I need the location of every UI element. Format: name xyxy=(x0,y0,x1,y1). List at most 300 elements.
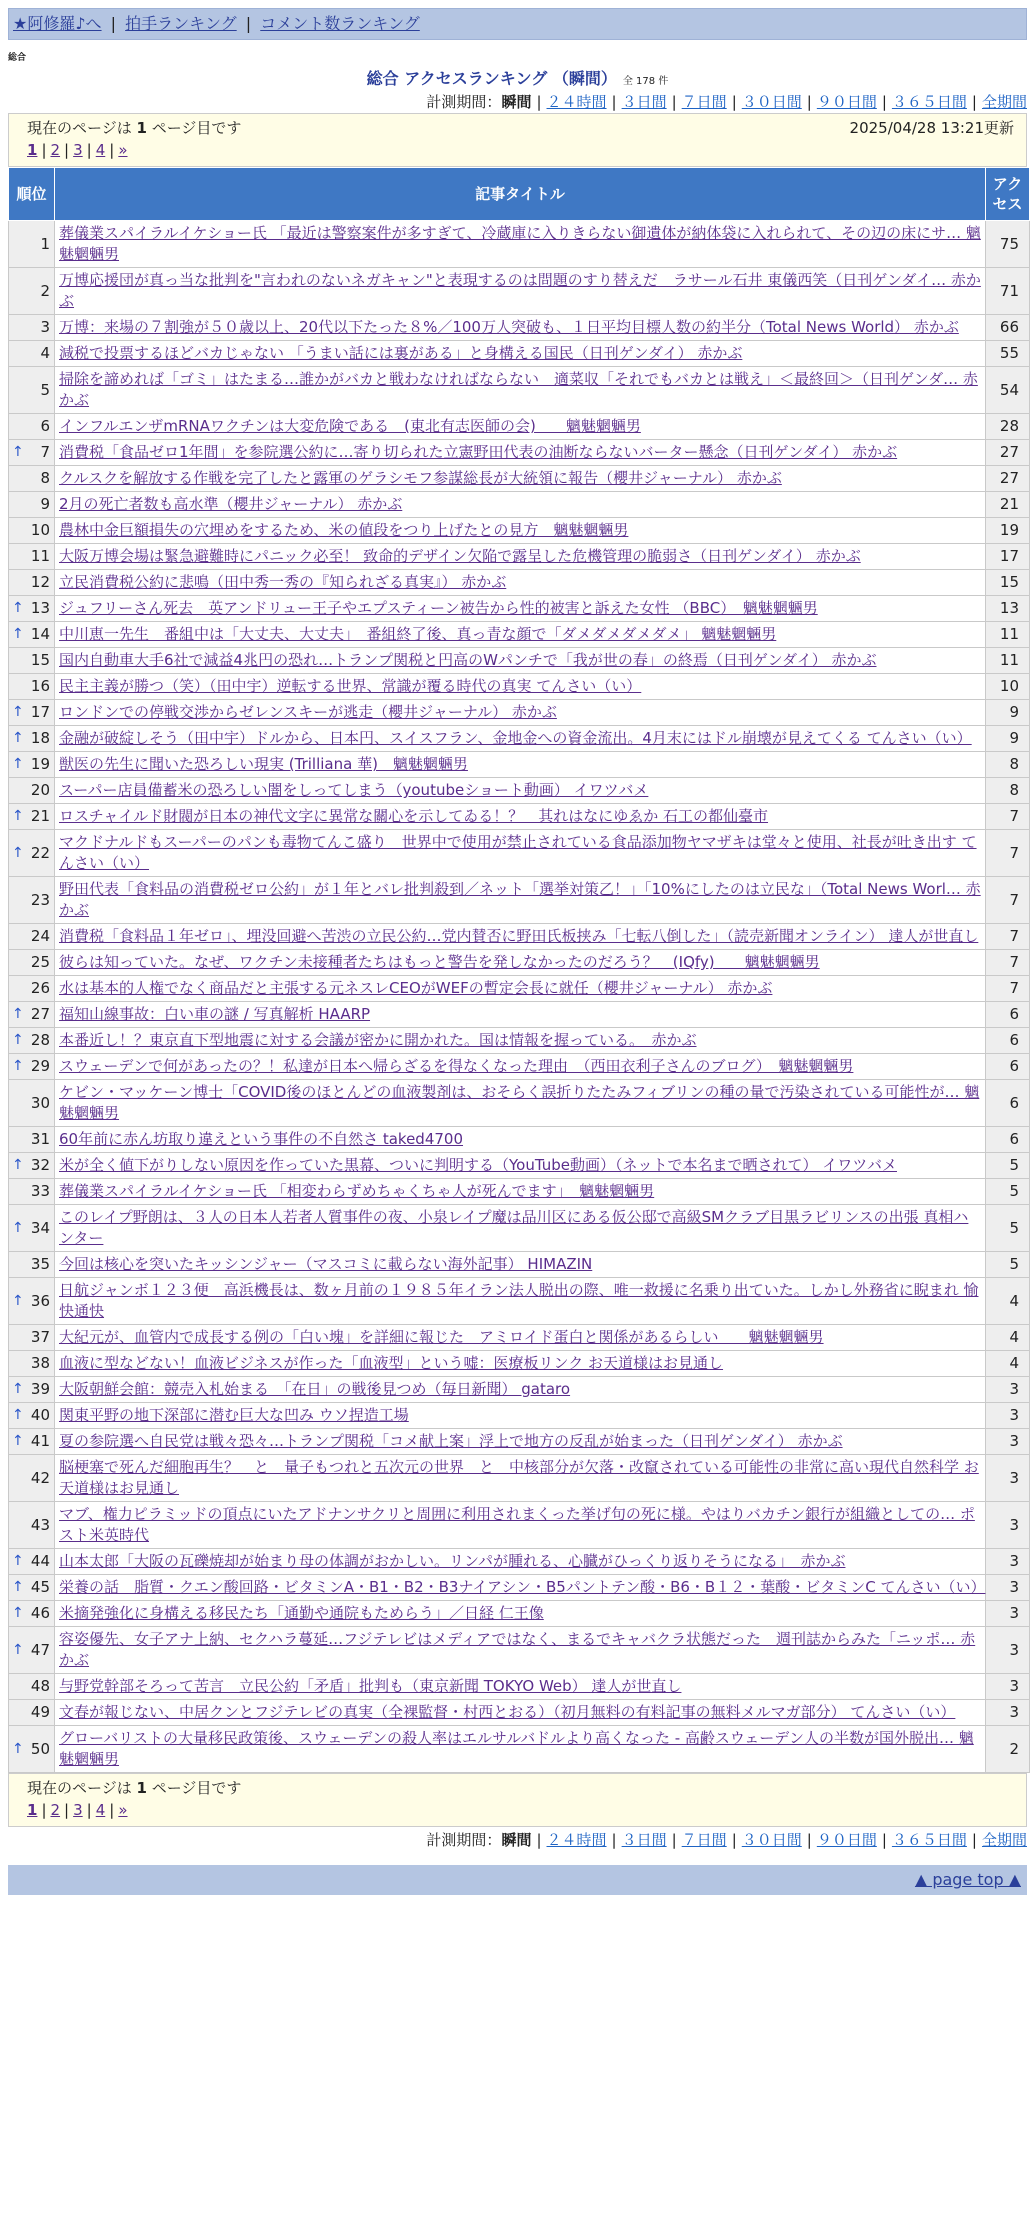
table-row xyxy=(9,1028,1030,1054)
period-link[interactable]: ３０日間 xyxy=(741,1831,802,1849)
article-link[interactable]: 国内自動車大手6社で減益4兆円の恐れ…トランプ関税と円高のWパンチで「我が世の春」の終焉（日刊ゲンダイ） 赤かぶ xyxy=(59,651,877,669)
access-count: 3 xyxy=(986,1575,1030,1601)
article-link[interactable]: 容姿優先、女子アナ上納、セクハラ蔓延…フジテレビはメディアではなく、まるでキャバクラ状態だった 週刊誌からみた「ニッポ… 赤かぶ xyxy=(59,1630,976,1669)
rank-cell xyxy=(9,596,55,622)
top-nav xyxy=(8,8,1027,40)
article-link[interactable]: 野田代表「食料品の消費税ゼロ公約」が１年とバレ批判殺到／ネット「選挙対策乙！」「10%にしたのは立民な」（Total News Worl… 赤かぶ xyxy=(59,880,981,919)
article-link[interactable]: ロンドンでの停戦交渉からゼレンスキーが逃走（櫻井ジャーナル） 赤かぶ xyxy=(59,703,557,721)
rank-cell xyxy=(9,1179,55,1205)
rank-up-icon: ↑ xyxy=(12,1219,24,1236)
rank-cell xyxy=(9,1028,55,1054)
rank-number: 23 xyxy=(30,890,50,909)
rank-number: 10 xyxy=(30,521,50,539)
rank-cell xyxy=(9,1726,55,1773)
article-link[interactable]: 米が全く値下がりしない原因を作っていた黒幕、ついに判明する（YouTube動画）（ネットで本名まで晒されて） イワツバメ xyxy=(59,1156,897,1174)
period-separator: | xyxy=(671,93,677,111)
article-link[interactable]: グローバリストの大量移民政策後、スウェーデンの殺人率はエルサルバドルより高くなった - 高齢スウェーデン人の半数が国外脱出… 魑魅魍魎男 xyxy=(59,1729,974,1768)
title-cell xyxy=(55,221,986,268)
article-link[interactable]: 文春が報じない、中居クンとフジテレビの真実（全裸監督・村西とおる）（初月無料の有料記事の無料メルマガ部分） てんさい（い） xyxy=(59,1703,956,1721)
rank-cell xyxy=(9,315,55,341)
access-count: 7 xyxy=(986,804,1030,830)
period-link[interactable]: ７日間 xyxy=(681,1831,727,1849)
period-separator: | xyxy=(806,1831,812,1849)
title-cell xyxy=(55,544,986,570)
title-header: 記事タイトル xyxy=(55,168,986,221)
rank-up-icon: ↑ xyxy=(12,756,24,772)
article-link[interactable]: 関東平野の地下深部に潜む巨大な凹み ウソ捏造工場 xyxy=(59,1406,409,1424)
rank-cell xyxy=(9,1674,55,1700)
rank-number: 33 xyxy=(30,1182,50,1200)
article-link[interactable]: 水は基本的人権でなく商品だと主張する元ネスレCEOがWEFの暫定会長に就任（櫻井ジャーナル） 赤かぶ xyxy=(59,979,773,997)
comment-ranking-link[interactable]: コメント数ランキング xyxy=(260,14,420,33)
rank-cell xyxy=(9,1153,55,1179)
period-link[interactable]: ２４時間 xyxy=(546,1831,607,1849)
period-separator: | xyxy=(881,1831,887,1849)
access-count: 4 xyxy=(986,1325,1030,1351)
period-separator: | xyxy=(731,1831,737,1849)
pager-current xyxy=(27,141,37,159)
pager-link[interactable]: » xyxy=(118,1801,128,1819)
rank-number: 19 xyxy=(30,755,50,773)
table-row xyxy=(9,1502,1030,1549)
rank-number: 1 xyxy=(40,234,50,253)
access-count: 7 xyxy=(986,924,1030,950)
access-count: 3 xyxy=(986,1377,1030,1403)
article-link[interactable]: 万博応援団が真っ当な批判を"言われのないネガキャン"と表現するのは問題のすり替えだ ラサール石井 東儀西笑（日刊ゲンダイ… 赤かぶ xyxy=(59,271,981,310)
title-cell xyxy=(55,1601,986,1627)
article-link[interactable]: 獣医の先生に聞いた恐ろしい現実 (Trilliana 華) 魑魅魍魎男 xyxy=(59,755,468,773)
table-row xyxy=(9,1179,1030,1205)
table-row xyxy=(9,950,1030,976)
period-link[interactable]: ３６５日間 xyxy=(891,1831,967,1849)
title-cell xyxy=(55,648,986,674)
table-row xyxy=(9,268,1030,315)
rank-number: 38 xyxy=(30,1354,50,1372)
article-link[interactable]: 減税で投票するほどバカじゃない 「うまい話には裏がある」と身構える国民（日刊ゲンダイ） 赤かぶ xyxy=(59,344,743,362)
access-count: 71 xyxy=(986,268,1030,315)
access-count: 11 xyxy=(986,648,1030,674)
title-cell xyxy=(55,1549,986,1575)
rank-cell xyxy=(9,1601,55,1627)
rank-up-icon: ↑ xyxy=(12,1032,24,1048)
table-row xyxy=(9,877,1030,924)
article-link[interactable]: 中川恵一先生 番組中は「大丈夫、大丈夫」 番組終了後、真っ青な顔で「ダメダメダメダメ」 魑魅魍魎男 xyxy=(59,625,777,643)
rank-number: 42 xyxy=(30,1468,50,1487)
rank-up-icon: ↑ xyxy=(12,704,24,720)
title-cell xyxy=(55,341,986,367)
table-row xyxy=(9,674,1030,700)
rank-number: 14 xyxy=(30,625,50,643)
rank-up-icon: ↑ xyxy=(12,844,24,861)
pager-separator: | xyxy=(109,1801,115,1819)
title-cell xyxy=(55,1455,986,1502)
nav-separator: | xyxy=(245,14,252,33)
access-count: 6 xyxy=(986,1054,1030,1080)
pager xyxy=(27,139,1014,161)
rank-number: 44 xyxy=(30,1552,50,1570)
table-row xyxy=(9,1252,1030,1278)
access-count: 3 xyxy=(986,1674,1030,1700)
article-link[interactable]: 葬儀業スパイラルイケショー氏 「最近は警察案件が多すぎて、冷蔵庫に入りきらない御遺体が納体袋に入れられて、その辺の床にサ… 魑魅魍魎男 xyxy=(59,224,981,263)
article-link[interactable]: 大紀元が、血管内で成長する例の「白い塊」を詳細に報じた アミロイド蛋白と関係があるらしい 魑魅魍魎男 xyxy=(59,1328,824,1346)
article-link[interactable]: 日航ジャンボ１２３便 高浜機長は、数ヶ月前の１９８５年イラン法人脱出の際、唯一救援に名乗り出ていた。しかし外務省に睨まれ 愉快通快 xyxy=(59,1281,979,1320)
rank-number: 32 xyxy=(30,1156,50,1174)
pager-link[interactable]: » xyxy=(118,141,128,159)
pager-link[interactable]: 3 xyxy=(73,1801,83,1819)
article-link[interactable]: 本番近し！？東京直下型地震に対する会議が密かに開かれた。国は情報を握っている。 赤かぶ xyxy=(59,1031,697,1049)
rank-cell xyxy=(9,924,55,950)
table-row xyxy=(9,414,1030,440)
access-count: 3 xyxy=(986,1502,1030,1549)
access-count: 3 xyxy=(986,1455,1030,1502)
title-cell xyxy=(55,976,986,1002)
section-tag: 総合 xyxy=(8,53,27,63)
access-count: 6 xyxy=(986,1127,1030,1153)
rank-cell xyxy=(9,466,55,492)
article-link[interactable]: 今回は核心を突いたキッシンジャー（マスコミに載らない海外記事） HIMAZIN xyxy=(59,1255,593,1273)
rank-number: 2 xyxy=(40,281,50,300)
title-cell xyxy=(55,1205,986,1252)
table-row xyxy=(9,622,1030,648)
rank-number: 5 xyxy=(40,380,50,399)
rank-number: 43 xyxy=(30,1515,50,1534)
article-link[interactable]: 福知山線事故：白い車の謎 / 写真解析 HAARP xyxy=(59,1005,371,1023)
period-link[interactable]: ３日間 xyxy=(621,93,667,111)
table-row xyxy=(9,570,1030,596)
home-link[interactable]: ★阿修羅♪へ xyxy=(13,14,102,33)
article-link[interactable]: ジュフリーさん死去 英アンドリュー王子やエプスティーン被告から性的被害と訴えた女性 （BBC） 魑魅魍魎男 xyxy=(59,599,818,617)
rank-cell xyxy=(9,778,55,804)
access-count: 10 xyxy=(986,674,1030,700)
rank-up-icon: ↑ xyxy=(12,1006,24,1022)
access-count: 55 xyxy=(986,341,1030,367)
period-separator: | xyxy=(611,1831,617,1849)
table-row xyxy=(9,315,1030,341)
period-link[interactable]: ９０日間 xyxy=(816,1831,877,1849)
title-cell xyxy=(55,1028,986,1054)
table-row xyxy=(9,1627,1030,1674)
article-link[interactable]: 消費税「食品ゼロ1年間」を参院選公約に…寄り切られた立憲野田代表の油断ならないバーター懸念（日刊ゲンダイ） 赤かぶ xyxy=(59,443,898,461)
rank-up-icon: ↑ xyxy=(12,808,24,824)
rank-number: 39 xyxy=(30,1380,50,1398)
access-count: 7 xyxy=(986,877,1030,924)
article-link[interactable]: 脳梗塞で死んだ細胞再生？ と 量子もつれと五次元の世界 と 中核部分が欠落・改竄されている可能性の非常に高い現代自然科学 お天道様はお見通し xyxy=(59,1458,979,1497)
title-cell xyxy=(55,1674,986,1700)
title-cell xyxy=(55,752,986,778)
article-link[interactable]: 掃除を諦めれば「ゴミ」はたまる…誰かがバカと戦わなければならない 適菜収「それでもバカとは戦え」＜最終回＞（日刊ゲンダ… 赤かぶ xyxy=(59,370,978,409)
period-link[interactable]: ３日間 xyxy=(621,1831,667,1849)
access-count: 6 xyxy=(986,1002,1030,1028)
rank-cell xyxy=(9,492,55,518)
rank-cell xyxy=(9,1080,55,1127)
title-cell xyxy=(55,877,986,924)
rank-number: 22 xyxy=(30,843,50,862)
pager-separator: | xyxy=(86,141,92,159)
table-row xyxy=(9,596,1030,622)
access-count: 15 xyxy=(986,570,1030,596)
article-link[interactable]: 米摘発強化に身構える移民たち「通勤や通院もためらう」／日経 仁王像 xyxy=(59,1604,544,1622)
access-count: 3 xyxy=(986,1601,1030,1627)
access-count: 21 xyxy=(986,492,1030,518)
title-cell xyxy=(55,1351,986,1377)
rank-cell xyxy=(9,1377,55,1403)
title-cell xyxy=(55,1325,986,1351)
period-link[interactable]: ９０日間 xyxy=(816,93,877,111)
article-link[interactable]: 2月の死亡者数も高水準（櫻井ジャーナル） 赤かぶ xyxy=(59,495,403,513)
pager-link[interactable]: 4 xyxy=(95,1801,106,1819)
rank-cell xyxy=(9,570,55,596)
pager xyxy=(27,1799,1014,1821)
table-row xyxy=(9,492,1030,518)
table-row xyxy=(9,804,1030,830)
rank-up-icon: ↑ xyxy=(12,1292,24,1309)
pager-link[interactable]: 3 xyxy=(73,141,83,159)
access-count: 7 xyxy=(986,950,1030,976)
rank-cell xyxy=(9,1627,55,1674)
title-cell xyxy=(55,778,986,804)
rank-number: 6 xyxy=(40,417,50,435)
nav-separator: | xyxy=(110,14,117,33)
period-separator: | xyxy=(881,93,887,111)
rank-number: 7 xyxy=(40,443,50,461)
table-row xyxy=(9,466,1030,492)
period-separator: | xyxy=(971,93,977,111)
article-link[interactable]: 血液に型などない！血液ビジネスが作った「血液型」という嘘：医療板リンク お天道様はお見通し xyxy=(59,1354,724,1372)
rank-up-icon: ↑ xyxy=(12,1407,24,1423)
title-cell xyxy=(55,804,986,830)
rank-up-icon: ↑ xyxy=(12,626,24,642)
access-count: 6 xyxy=(986,1028,1030,1054)
access-count: 5 xyxy=(986,1179,1030,1205)
rank-number: 49 xyxy=(30,1703,50,1721)
clap-ranking-link[interactable]: 拍手ランキング xyxy=(125,14,237,33)
rank-number: 11 xyxy=(30,547,50,565)
article-link[interactable]: 金融が破綻しそう（田中宇）ドルから、日本円、スイスフラン、金地金への資金流出。4月末にはドル崩壊が見えてくる てんさい（い） xyxy=(59,729,972,747)
article-link[interactable]: 山本太郎「大阪の瓦礫焼却が始まり母の体調がおかしい。リンパが腫れる、心臓がひっくり返りそうになる」 赤かぶ xyxy=(59,1552,846,1570)
title-cell xyxy=(55,440,986,466)
article-link[interactable]: クルスクを解放する作戦を完了したと露軍のゲラシモフ参謀総長が大統領に報告（櫻井ジャーナル） 赤かぶ xyxy=(59,469,782,487)
access-count: 17 xyxy=(986,544,1030,570)
article-link[interactable]: 立民消費税公約に悲鳴（田中秀一秀の『知られざる真実』） 赤かぶ xyxy=(59,573,507,591)
article-link[interactable]: マブ、権力ピラミッドの頂点にいたアドナンサクリと周囲に利用されまくった挙げ句の死に様。やはりバカチン銀行が組織としての… ポスト米英時代 xyxy=(59,1505,975,1544)
pager-current xyxy=(27,1801,37,1819)
rank-number: 40 xyxy=(30,1406,50,1424)
access-count: 11 xyxy=(986,622,1030,648)
article-link[interactable]: ロスチャイルド財閥が日本の神代文字に異常な關心を示してゐる！？ 其れはなにゆゑか 石工の都仙臺市 xyxy=(59,807,769,825)
access-count: 27 xyxy=(986,440,1030,466)
ranking-table xyxy=(8,167,1030,1773)
article-link[interactable]: マクドナルドもスーパーのパンも毒物てんこ盛り 世界中で使用が禁止されている食品添加物ヤマザキは堂々と使用、社長が吐き出す てんさい（い） xyxy=(59,833,977,872)
table-row xyxy=(9,1054,1030,1080)
rank-number: 20 xyxy=(30,781,50,799)
title-cell xyxy=(55,1403,986,1429)
table-row xyxy=(9,1325,1030,1351)
table-row xyxy=(9,1549,1030,1575)
access-count: 9 xyxy=(986,700,1030,726)
title-cell xyxy=(55,414,986,440)
period-separator: | xyxy=(806,93,812,111)
title-cell xyxy=(55,596,986,622)
rank-up-icon: ↑ xyxy=(12,1579,24,1595)
pager-link[interactable]: 4 xyxy=(95,141,106,159)
rank-number: 8 xyxy=(40,469,50,487)
rank-cell xyxy=(9,367,55,414)
table-row xyxy=(9,367,1030,414)
table-row xyxy=(9,778,1030,804)
rank-number: 9 xyxy=(40,495,50,513)
table-row xyxy=(9,1726,1030,1773)
article-link[interactable]: 消費税「食料品１年ゼロ」、埋没回避へ苦渋の立民公約…党内賛否に野田氏板挟み「七転八倒した」（読売新聞オンライン） 達人が世直し xyxy=(59,927,979,945)
rank-cell xyxy=(9,268,55,315)
article-link[interactable]: インフルエンザmRNAワクチンは大変危険である (東北有志医師の会) 魑魅魍魎男 xyxy=(59,417,641,435)
title-cell xyxy=(55,950,986,976)
page-prefix: 現在のページは xyxy=(27,1779,132,1797)
rank-number: 41 xyxy=(30,1432,50,1450)
period-link[interactable]: 全期間 xyxy=(981,1831,1027,1849)
table-header xyxy=(9,168,1030,221)
rank-number: 31 xyxy=(30,1130,50,1148)
rank-cell xyxy=(9,752,55,778)
title-cell xyxy=(55,1627,986,1674)
article-link[interactable]: 民主主義が勝つ（笑）（田中宇）逆転する世界、常識が覆る時代の真実 てんさい（い） xyxy=(59,677,642,695)
title-cell xyxy=(55,1575,986,1601)
title-cell xyxy=(55,268,986,315)
pager-separator: | xyxy=(41,141,47,159)
period-link[interactable]: ３６５日間 xyxy=(891,93,967,111)
access-count: 5 xyxy=(986,1252,1030,1278)
page-number: 1 xyxy=(136,1779,147,1797)
table-row xyxy=(9,924,1030,950)
table-row xyxy=(9,518,1030,544)
table-row xyxy=(9,830,1030,877)
article-link[interactable]: 葬儀業スパイラルイケショー氏 「相変わらずめちゃくちゃ人が死んでます」 魑魅魍魎男 xyxy=(59,1182,655,1200)
rank-up-icon: ↑ xyxy=(12,444,24,460)
article-link[interactable]: 与野党幹部そろって苦言 立民公約「矛盾」批判も（東京新聞 TOKYO Web） 達人が世直し xyxy=(59,1677,682,1695)
title-cell xyxy=(55,1726,986,1773)
rank-number: 16 xyxy=(30,677,50,695)
article-link[interactable]: 大阪朝鮮会館：競売入札始まる 「在日」の戦後見つめ（毎日新聞） gataro xyxy=(59,1380,571,1398)
table-row xyxy=(9,1127,1030,1153)
access-count: 27 xyxy=(986,466,1030,492)
article-link[interactable]: 夏の参院選へ自民党は戦々恐々…トランプ関税「コメ献上案」浮上で地方の反乱が始まった（日刊ゲンダイ） 赤かぶ xyxy=(59,1432,843,1450)
period-link[interactable]: ２４時間 xyxy=(546,93,607,111)
title-cell xyxy=(55,674,986,700)
page-suffix: ページ目です xyxy=(151,1779,242,1797)
rank-number: 50 xyxy=(30,1739,50,1758)
article-link[interactable]: このレイプ野朗は、３人の日本人若者人質事件の夜、小泉レイプ魔は品川区にある仮公邸で高級SMクラブ目黒ラビリンスの出張 真相ハンター xyxy=(59,1208,969,1247)
title-cell xyxy=(55,924,986,950)
rank-up-icon: ↑ xyxy=(12,1641,24,1658)
article-link[interactable]: スウェーデンで何があったの？！私達が日本へ帰らざるを得なくなった理由 （西田衣利子さんのブログ） 魑魅魍魎男 xyxy=(59,1057,854,1075)
article-link[interactable]: 栄養の話 脂質・クエン酸回路・ビタミンA・B1・B2・B3ナイアシン・B5パントテン酸・B6・B１２・葉酸・ビタミンC てんさい（い） xyxy=(59,1578,986,1596)
rank-up-icon: ↑ xyxy=(12,1381,24,1397)
title-cell xyxy=(55,1080,986,1127)
rank-number: 21 xyxy=(30,807,50,825)
rank-cell xyxy=(9,1252,55,1278)
article-link[interactable]: 大阪万博会場は緊急避難時にパニック必至！ 致命的デザイン欠陥で露呈した危機管理の脆弱さ（日刊ゲンダイ） 赤かぶ xyxy=(59,547,861,565)
title-cell xyxy=(55,518,986,544)
access-count: 4 xyxy=(986,1278,1030,1325)
title-cell xyxy=(55,466,986,492)
table-row xyxy=(9,341,1030,367)
period-separator: | xyxy=(971,1831,977,1849)
pager-link[interactable]: 1 xyxy=(27,1801,38,1819)
rank-number: 35 xyxy=(30,1255,50,1273)
table-row xyxy=(9,1002,1030,1028)
table-row xyxy=(9,648,1030,674)
period-selector xyxy=(8,91,1027,113)
article-link[interactable]: ケビン・マッケーン博士「COVID後のほとんどの血液製剤は、おそらく誤折りたたみフィブリンの種の量で汚染されている可能性が… 魑魅魍魎男 xyxy=(59,1083,980,1122)
title-cell xyxy=(55,1700,986,1726)
rank-cell xyxy=(9,1351,55,1377)
table-row xyxy=(9,1351,1030,1377)
pager-link[interactable]: 1 xyxy=(27,141,38,159)
rank-cell xyxy=(9,1002,55,1028)
title-cell xyxy=(55,622,986,648)
rank-up-icon: ↑ xyxy=(12,1433,24,1449)
rank-number: 37 xyxy=(30,1328,50,1346)
period-link[interactable]: ７日間 xyxy=(681,93,727,111)
pager-link[interactable]: 2 xyxy=(50,1801,61,1819)
article-link[interactable]: スーパー店員備蓄米の恐ろしい闇をしってしまう（youtubeショート動画） イワツバメ xyxy=(59,781,649,799)
table-row xyxy=(9,700,1030,726)
access-count: 3 xyxy=(986,1549,1030,1575)
access-count: 3 xyxy=(986,1403,1030,1429)
rank-header: 順位 xyxy=(9,168,55,221)
access-count: 28 xyxy=(986,414,1030,440)
period-separator: | xyxy=(731,93,737,111)
rank-cell xyxy=(9,877,55,924)
table-row xyxy=(9,1377,1030,1403)
rank-up-icon: ↑ xyxy=(12,730,24,746)
rank-up-icon: ↑ xyxy=(12,1157,24,1173)
article-link[interactable]: 農林中金巨額損失の穴埋めをするため、米の値段をつり上げたとの見方 魑魅魍魎男 xyxy=(59,521,629,539)
rank-number: 36 xyxy=(30,1291,50,1310)
title-cell xyxy=(55,1377,986,1403)
page-top-link[interactable]: ▲ page top ▲ xyxy=(914,1870,1021,1889)
table-row xyxy=(9,1278,1030,1325)
rank-up-icon: ↑ xyxy=(12,1740,24,1757)
rank-up-icon: ↑ xyxy=(12,600,24,616)
rank-cell xyxy=(9,830,55,877)
page-info-bottom xyxy=(8,1773,1027,1827)
title-cell xyxy=(55,315,986,341)
rank-cell xyxy=(9,726,55,752)
pager-separator: | xyxy=(41,1801,47,1819)
title-cell xyxy=(55,1278,986,1325)
title-cell xyxy=(55,1502,986,1549)
period-separator: | xyxy=(671,1831,677,1849)
rank-cell xyxy=(9,648,55,674)
access-header: アクセス xyxy=(986,168,1030,221)
period-separator: | xyxy=(611,93,617,111)
article-link[interactable]: 万博：来場の７割強が５０歳以上、20代以下たった８%／100万人突破も、１日平均目標人数の約半分（Total News World） 赤かぶ xyxy=(59,318,959,336)
ranking-title: 総合 アクセスランキング （瞬間） xyxy=(366,69,617,88)
pager-link[interactable]: 2 xyxy=(50,141,61,159)
period-separator: | xyxy=(536,1831,542,1849)
rank-up-icon: ↑ xyxy=(12,1553,24,1569)
rank-cell xyxy=(9,950,55,976)
article-link[interactable]: 彼らは知っていた。なぜ、ワクチン未接種者たちはもっと警告を発しなかったのだろう？ (IQfy) 魑魅魍魎男 xyxy=(59,953,820,971)
period-link[interactable]: ３０日間 xyxy=(741,93,802,111)
rank-cell xyxy=(9,1054,55,1080)
period-selector xyxy=(8,1829,1027,1851)
article-link[interactable]: 60年前に赤ん坊取り違えという事件の不自然さ taked4700 xyxy=(59,1130,464,1148)
period-link[interactable]: 全期間 xyxy=(981,93,1027,111)
access-count: 13 xyxy=(986,596,1030,622)
table-row xyxy=(9,752,1030,778)
access-count: 5 xyxy=(986,1153,1030,1179)
